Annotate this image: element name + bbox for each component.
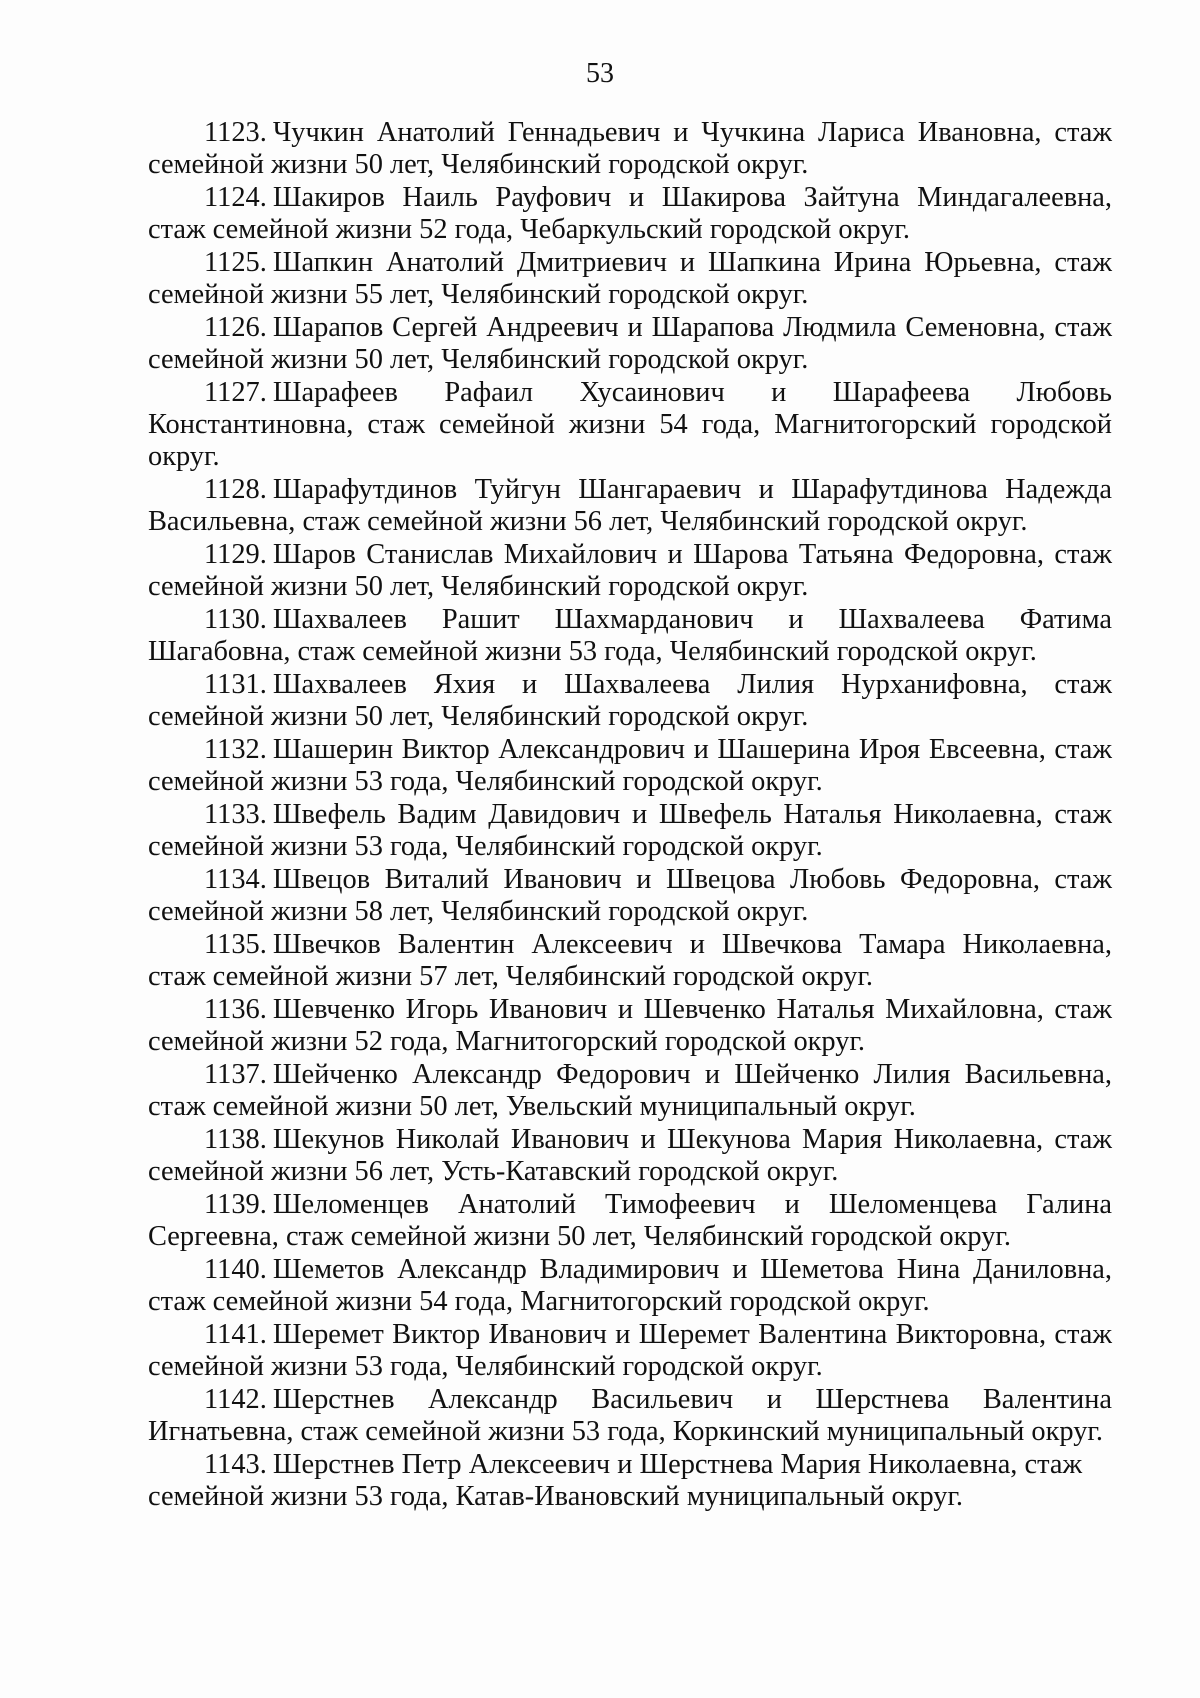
entry-number: 1133. [204, 799, 267, 830]
list-item [148, 539, 1112, 603]
list-item [148, 312, 1112, 376]
entry-text: Швецов Виталий Иванович и Швецова Любовь Федоровна, стаж семейной жизни 58 лет, Челябинский городской округ. [148, 864, 1112, 927]
list-item [148, 1059, 1112, 1123]
list-item [148, 734, 1112, 798]
list-item [148, 669, 1112, 733]
entry-text: Шарафутдинов Туйгун Шангараевич и Шарафутдинова Надежда Васильевна, стаж семейной жизни 56 лет, Челябинский городской округ. [148, 474, 1112, 537]
entry-number: 1139. [204, 1189, 267, 1220]
entry-number: 1143. [204, 1449, 267, 1480]
entry-number: 1136. [204, 994, 267, 1025]
entry-text: Шекунов Николай Иванович и Шекунова Мария Николаевна, стаж семейной жизни 56 лет, Усть-Катавский городской округ. [148, 1124, 1112, 1187]
entry-text: Шашерин Виктор Александрович и Шашерина Ироя Евсеевна, стаж семейной жизни 53 года, Челябинский городской округ. [148, 734, 1112, 797]
entry-text: Шапкин Анатолий Дмитриевич и Шапкина Ирина Юрьевна, стаж семейной жизни 55 лет, Челябинский городской округ. [148, 247, 1112, 310]
list-item [148, 864, 1112, 928]
entry-number: 1137. [204, 1059, 267, 1090]
entry-number: 1134. [204, 864, 267, 895]
entry-number: 1130. [204, 604, 267, 635]
list-item [148, 182, 1112, 246]
entry-text: Шевченко Игорь Иванович и Шевченко Наталья Михайловна, стаж семейной жизни 52 года, Магнитогорский городской округ. [148, 994, 1112, 1057]
entry-text: Шахвалеев Яхия и Шахвалеева Лилия Нурханифовна, стаж семейной жизни 50 лет, Челябинский городской округ. [148, 669, 1112, 732]
entry-text: Шарапов Сергей Андреевич и Шарапова Людмила Семеновна, стаж семейной жизни 50 лет, Челябинский городской округ. [148, 312, 1112, 375]
list-item [148, 1319, 1112, 1383]
entry-number: 1124. [204, 182, 267, 213]
entry-number: 1125. [204, 247, 267, 278]
list-item [148, 994, 1112, 1058]
entry-text: Шарафеев Рафаил Хусаинович и Шарафеева Любовь Константиновна, стаж семейной жизни 54 года, Магнитогорский городской округ. [148, 377, 1112, 472]
list-item [148, 1254, 1112, 1318]
page-number: 53 [586, 58, 614, 89]
entry-number: 1128. [204, 474, 267, 505]
list-item [148, 929, 1112, 993]
entry-text: Шахвалеев Рашит Шахмарданович и Шахвалеева Фатима Шагабовна, стаж семейной жизни 53 года, Челябинский городской округ. [148, 604, 1112, 667]
list-item [148, 799, 1112, 863]
entry-text: Шаров Станислав Михайлович и Шарова Татьяна Федоровна, стаж семейной жизни 50 лет, Челябинский городской округ. [148, 539, 1112, 602]
list-item [148, 1124, 1112, 1188]
list-item [148, 1384, 1112, 1448]
entry-number: 1142. [204, 1384, 267, 1415]
entry-number: 1132. [204, 734, 267, 765]
entry-number: 1127. [204, 377, 267, 408]
entry-number: 1131. [204, 669, 267, 700]
entry-text: Швечков Валентин Алексеевич и Швечкова Тамара Николаевна, стаж семейной жизни 57 лет, Челябинский городской округ. [148, 929, 1112, 992]
entry-number: 1141. [204, 1319, 267, 1350]
list-item [148, 1189, 1112, 1253]
entry-number: 1138. [204, 1124, 267, 1155]
entry-number: 1123. [204, 117, 267, 148]
entry-text: Швефель Вадим Давидович и Швефель Наталья Николаевна, стаж семейной жизни 53 года, Челябинский городской округ. [148, 799, 1112, 862]
list-item [148, 474, 1112, 538]
entries-list [148, 117, 1112, 1514]
entry-text: Шерстнев Александр Васильевич и Шерстнева Валентина Игнатьевна, стаж семейной жизни 53 года, Коркинский муниципальный округ. [148, 1384, 1112, 1447]
entry-text: Шерстнев Петр Алексеевич и Шерстнева Мария Николаевна, стаж семейной жизни 53 года, Катав-Ивановский муниципальный округ. [148, 1449, 1083, 1512]
entry-number: 1129. [204, 539, 267, 570]
entry-text: Чучкин Анатолий Геннадьевич и Чучкина Лариса Ивановна, стаж семейной жизни 50 лет, Челябинский городской округ. [148, 117, 1112, 180]
entry-text: Шеремет Виктор Иванович и Шеремет Валентина Викторовна, стаж семейной жизни 53 года, Челябинский городской округ. [148, 1319, 1112, 1382]
list-item [148, 604, 1112, 668]
entry-number: 1135. [204, 929, 267, 960]
entry-text: Шеметов Александр Владимирович и Шеметова Нина Даниловна, стаж семейной жизни 54 года, Магнитогорский городской округ. [148, 1254, 1112, 1317]
list-item [148, 117, 1112, 181]
entry-text: Шакиров Наиль Рауфович и Шакирова Зайтуна Миндагалеевна, стаж семейной жизни 52 года, Чебаркульский городской округ. [148, 182, 1112, 245]
entry-text: Шеломенцев Анатолий Тимофеевич и Шеломенцева Галина Сергеевна, стаж семейной жизни 50 лет, Челябинский городской округ. [148, 1189, 1112, 1252]
entry-text: Шейченко Александр Федорович и Шейченко Лилия Васильевна, стаж семейной жизни 50 лет, Увельский муниципальный округ. [148, 1059, 1112, 1122]
entry-number: 1126. [204, 312, 267, 343]
list-item [148, 377, 1112, 473]
list-item [148, 247, 1112, 311]
list-item [148, 1449, 1112, 1513]
entry-number: 1140. [204, 1254, 267, 1285]
